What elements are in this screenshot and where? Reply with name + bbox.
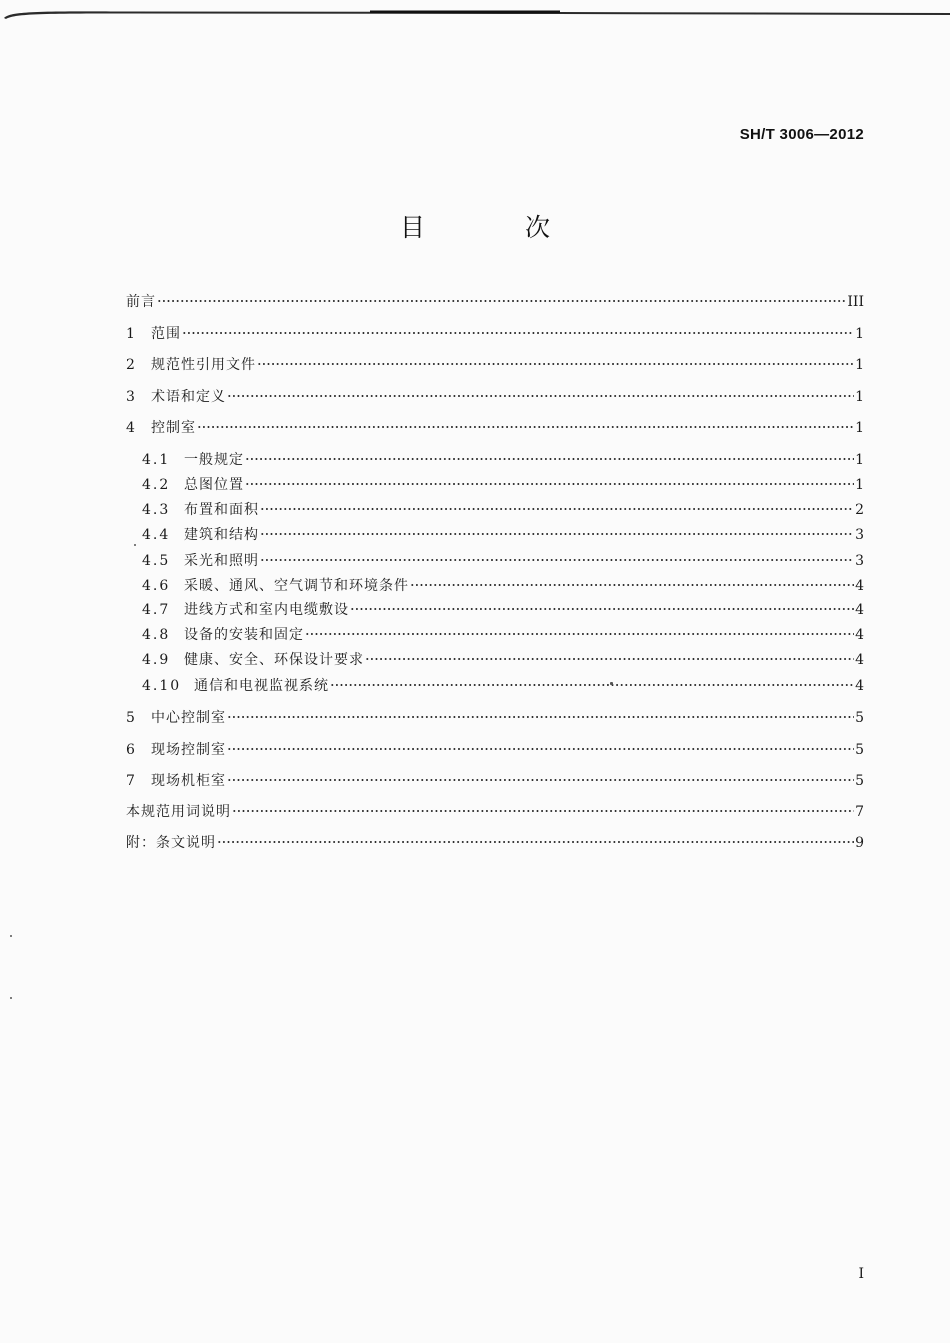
dot-leader [305,619,854,639]
toc-label: 一般规定 [184,452,244,468]
dot-leader [182,318,854,338]
toc-entry-6[interactable] [126,734,864,758]
toc-label: 本规范用词说明 [126,804,231,820]
dot-leader [227,702,854,722]
toc-page-number: 1 [855,477,864,493]
toc-page-number: 4 [855,627,864,643]
toc-number: 4.9 [142,652,171,668]
toc-label: 通信和电视监视系统 [194,678,329,694]
dot-leader [227,734,854,754]
page-title: 目 次 [400,213,596,242]
dot-leader [350,594,854,614]
toc-entry-4-7[interactable] [142,594,864,618]
toc-page-number: 1 [855,357,864,373]
toc-number: 4.6 [142,578,171,594]
toc-page-number: 1 [855,326,864,342]
toc-label: 控制室 [151,420,196,436]
toc-number: 6 [126,742,136,758]
toc-number: 4.3 [142,502,171,518]
toc-label: 设备的安装和固定 [184,627,304,643]
toc-page-number: 4 [855,652,864,668]
toc-entry-4-6[interactable] [142,570,864,594]
toc-entry-4-4[interactable] [142,519,864,543]
toc-label: 健康、安全、环保设计要求 [184,652,364,668]
dot-leader [410,570,854,590]
toc-page-number: 7 [855,804,864,820]
dot-leader [257,349,854,369]
toc-entry-4-9[interactable] [142,644,864,668]
toc-page-number: 3 [855,553,864,569]
toc-page-number: 1 [855,420,864,436]
dot-leader [260,494,854,514]
toc-page-number: 1 [855,452,864,468]
toc-label: 总图位置 [184,477,244,493]
toc-label: 前言 [126,294,156,310]
dot-leader [330,670,854,690]
toc-page-number: 4 [855,678,864,694]
toc-number: 4.8 [142,627,171,643]
toc-number: 2 [126,357,136,373]
scan-speck [10,997,12,999]
toc-entry-4[interactable] [126,412,864,436]
toc-number: 1 [126,326,136,342]
dot-leader [260,519,854,539]
toc-number: 4.7 [142,602,171,618]
toc-page-number: III [847,294,864,310]
scan-speck [10,935,12,937]
toc-page-number: 3 [855,527,864,543]
scan-speck [610,682,613,685]
toc-page-number: 5 [855,710,864,726]
toc-label: 范围 [151,326,181,342]
toc-number: 4.10 [142,678,182,694]
scan-top-border [0,8,950,20]
toc-entry-1[interactable] [126,318,864,342]
toc-entry-4-2[interactable] [142,469,864,493]
toc-entry-preface[interactable] [126,286,864,310]
toc-entry-3[interactable] [126,381,864,405]
toc-page-number: 4 [855,602,864,618]
toc-page-number: 4 [855,578,864,594]
dot-leader [365,644,854,664]
toc-label: 建筑和结构 [184,527,259,543]
toc-number: 4.5 [142,553,171,569]
toc-entry-appendix[interactable] [126,827,864,851]
toc-number: 4.2 [142,477,171,493]
toc-number: 3 [126,389,136,405]
toc-entry-4-3[interactable] [142,494,864,518]
toc-number: 4 [126,420,136,436]
toc-label: 规范性引用文件 [151,357,256,373]
dot-leader [227,381,854,401]
toc-label: 采暖、通风、空气调节和环境条件 [184,578,409,594]
toc-page-number: 1 [855,389,864,405]
dot-leader [260,545,854,565]
toc-label: 进线方式和室内电缆敷设 [184,602,349,618]
toc-page-number: 5 [855,742,864,758]
toc-label: 附：条文说明 [126,835,216,851]
dot-leader [157,286,846,306]
page-number: I [858,1266,864,1282]
dot-leader [232,796,854,816]
toc-label: 布置和面积 [184,502,259,518]
dot-leader [227,765,854,785]
toc-number: 5 [126,710,136,726]
toc-page-number: 5 [855,773,864,789]
toc-entry-4-8[interactable] [142,619,864,643]
toc-entry-4-1[interactable] [142,444,864,468]
scan-speck [134,544,136,546]
toc-page-number: 2 [855,502,864,518]
toc-entry-4-5[interactable] [142,545,864,569]
toc-entry-4-10[interactable] [142,670,864,694]
toc-number: 4.1 [142,452,171,468]
toc-page-number: 9 [855,835,864,851]
toc-number: 4.4 [142,527,171,543]
dot-leader [245,469,854,489]
toc-label: 现场机柜室 [151,773,226,789]
toc-entry-usage-notes[interactable] [126,796,864,820]
toc-label: 现场控制室 [151,742,226,758]
toc-entry-5[interactable] [126,702,864,726]
standard-code: SH/T 3006—2012 [739,126,864,143]
dot-leader [245,444,854,464]
dot-leader [217,827,854,847]
toc-label: 术语和定义 [151,389,226,405]
toc-entry-7[interactable] [126,765,864,789]
toc-entry-2[interactable] [126,349,864,373]
toc-label: 中心控制室 [151,710,226,726]
toc-label: 采光和照明 [184,553,259,569]
toc-number: 7 [126,773,136,789]
dot-leader [197,412,854,432]
